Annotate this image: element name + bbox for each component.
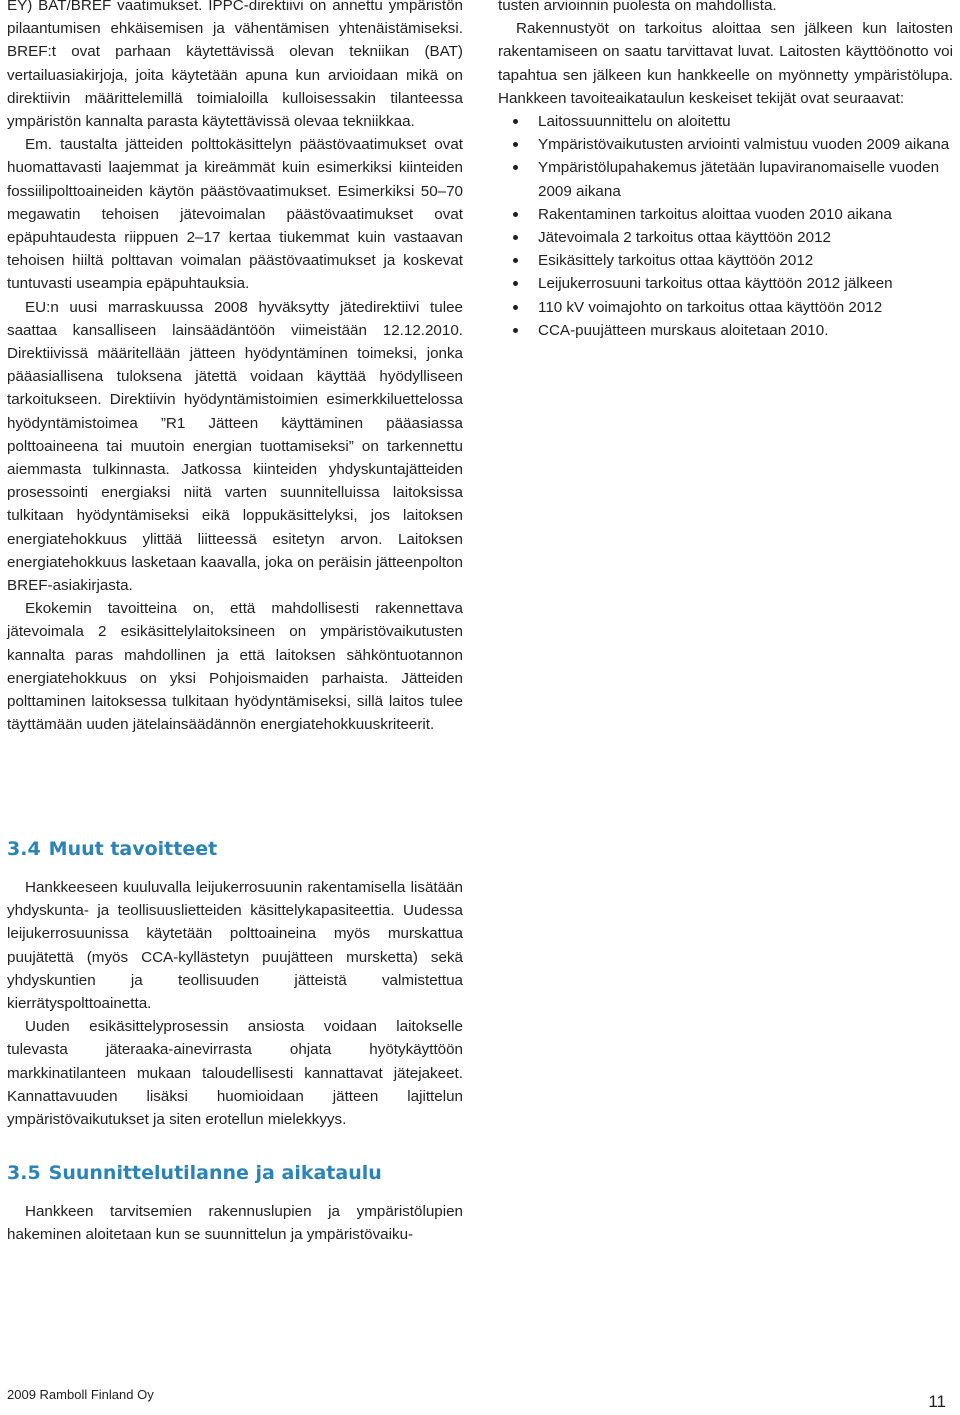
list-item: Laitossuunnittelu on aloitettu <box>498 110 953 133</box>
section-title: Suunnittelutilanne ja aikataulu <box>48 1162 382 1184</box>
right-column <box>498 0 953 342</box>
paragraph: Hankkeeseen kuuluvalla leijukerrosuunin rakentamisella lisätään yhdyskunta- ja teollisuuslietteiden käsittelykapasiteettia. Uudessa leijukerrosuunissa käytetään polttoaineina myös murskattua puujätettä (myös CCA-kyllästetyn puujätteen mursketta) sekä yhdyskuntien ja teollisuuden jätteistä valmistettua kierrätyspolttoainetta. <box>7 879 463 1013</box>
list-item: Ympäristölupahakemus jätetään lupaviranomaiselle vuoden 2009 aikana <box>498 156 953 202</box>
paragraph: Hankkeen tarvitsemien rakennuslupien ja ympäristölupien hakeminen aloitetaan kun se suunnittelun ja ympäristövaiku- <box>7 1203 463 1244</box>
paragraph: EU:n uusi marraskuussa 2008 hyväksytty jätedirektiivi tulee saattaa kansalliseen lainsäädäntöön viimeistään 12.12.2010. Direktiivissä määritellään jätteen hyödyntäminen toimeksi, jonka pääasiallisena tuloksena jätettä voidaan käyttää hyödylliseen tarkoitukseen. Direktiivin hyödyntämistoimien esimerkkiluettelossa hyödyntämistoimea ”R1 Jätteen käyttäminen pääasiassa polttoaineena tai muutoin energian tuottamiseksi” on tarkennettu aiemmasta tulkinnasta. Jatkossa kiinteiden yhdyskuntajätteiden prosessointi energiaksi niitä varten suunnitelluissa laitoksissa tulkitaan hyödyntämiseksi eikä loppukäsittelyksi, jos laitoksen energiatehokkuus ylittää liitteessä esitetyn arvon. Laitoksen energiatehokkuus lasketaan kaavalla, joka on peräisin jätteenpolton BREF-asiakirjasta. <box>7 298 463 595</box>
section-3-4-body <box>7 876 463 1131</box>
list-item: Ympäristövaikutusten arviointi valmistuu vuoden 2009 aikana <box>498 133 953 156</box>
list-item: Leijukerrosuuni tarkoitus ottaa käyttöön 2012 jälkeen <box>498 272 953 295</box>
schedule-list <box>498 110 953 342</box>
paragraph: Ekokemin tavoitteina on, että mahdollisesti rakennettava jätevoimala 2 esikäsittelylaitoksineen on ympäristövaikutusten kannalta paras mahdollinen ja että laitoksen sähköntuotannon energiatehokkuus on yksi Pohjoismaiden parhaista. Jätteiden polttaminen laitoksessa tulkitaan hyödyntämiseksi, sillä laitos tulee täyttämään uuden jätelainsäädännön energiatehokkuuskriteerit. <box>7 600 463 734</box>
list-item: Jätevoimala 2 tarkoitus ottaa käyttöön 2012 <box>498 226 953 249</box>
section-heading-3-4 <box>7 838 463 860</box>
section-title: Muut tavoitteet <box>48 838 218 860</box>
list-item: Esikäsittely tarkoitus ottaa käyttöön 2012 <box>498 249 953 272</box>
left-column <box>7 0 463 737</box>
paragraph: Uuden esikäsittelyprosessin ansiosta voidaan laitokselle tulevasta jäteraaka-ainevirrasta ohjata hyötykäyttöön markkinatilanteen mukaan taloudellisesti kannattavat jätejakeet. Kannattavuuden lisäksi huomioidaan jätteen lajittelun ympäristövaikutukset ja siten erotellun mielekkyys. <box>7 1018 463 1129</box>
section-heading-3-5 <box>7 1162 463 1184</box>
paragraph: tusten arvioinnin puolesta on mahdollista. <box>498 0 777 14</box>
section-number: 3.5 <box>7 1162 41 1184</box>
page-number: 11 <box>928 1392 946 1411</box>
section-3-5-body <box>7 1200 463 1246</box>
paragraph: Rakennustyöt on tarkoitus aloittaa sen jälkeen kun laitosten rakentamiseen on saatu tarvittavat luvat. Laitosten käyttöönotto voi tapahtua sen jälkeen kun hankkeelle on myönnetty ympäristölupa. Hankkeen tavoiteaikataulun keskeiset tekijät ovat seuraavat: <box>498 20 953 107</box>
list-item: 110 kV voimajohto on tarkoitus ottaa käyttöön 2012 <box>498 296 953 319</box>
paragraph: Em. taustalta jätteiden polttokäsittelyn päästövaatimukset ovat huomattavasti laajemmat ja kireämmät kuin esimerkiksi kiinteiden fossiilipolttoaineiden käytön päästövaatimukset. Esimerkiksi 50–70 megawatin tehoisen jätevoimalan päästövaatimukset ovat epäpuhtaudesta riippuen 2–17 kertaa tiukemmat kuin vastaavan tehoisen hiiltä polttavan voimalan päästövaatimukset ja koskevat tuntuvasti useampia epäpuhtauksia. <box>7 136 463 293</box>
footer-publisher: 2009 Ramboll Finland Oy <box>7 1387 154 1402</box>
paragraph: EY) BAT/BREF vaatimukset. IPPC-direktiivi on annettu ympäristön pilaantumisen ehkäisemisen ja vähentämisen yhtenäistämiseksi. BREF:t ovat parhaan käytettävissä olevan tekniikan (BAT) vertailuasiakirjoja, joita käytetään apuna kun arvioidaan mikä on direktiivin määrittelemillä toimialoilla kulloisessakin tilanteessa ympäristön kannalta parasta käytettävissä olevaa tekniikkaa. <box>7 0 463 131</box>
section-number: 3.4 <box>7 838 41 860</box>
list-item: Rakentaminen tarkoitus aloittaa vuoden 2010 aikana <box>498 203 953 226</box>
list-item: CCA-puujätteen murskaus aloitetaan 2010. <box>498 319 953 342</box>
